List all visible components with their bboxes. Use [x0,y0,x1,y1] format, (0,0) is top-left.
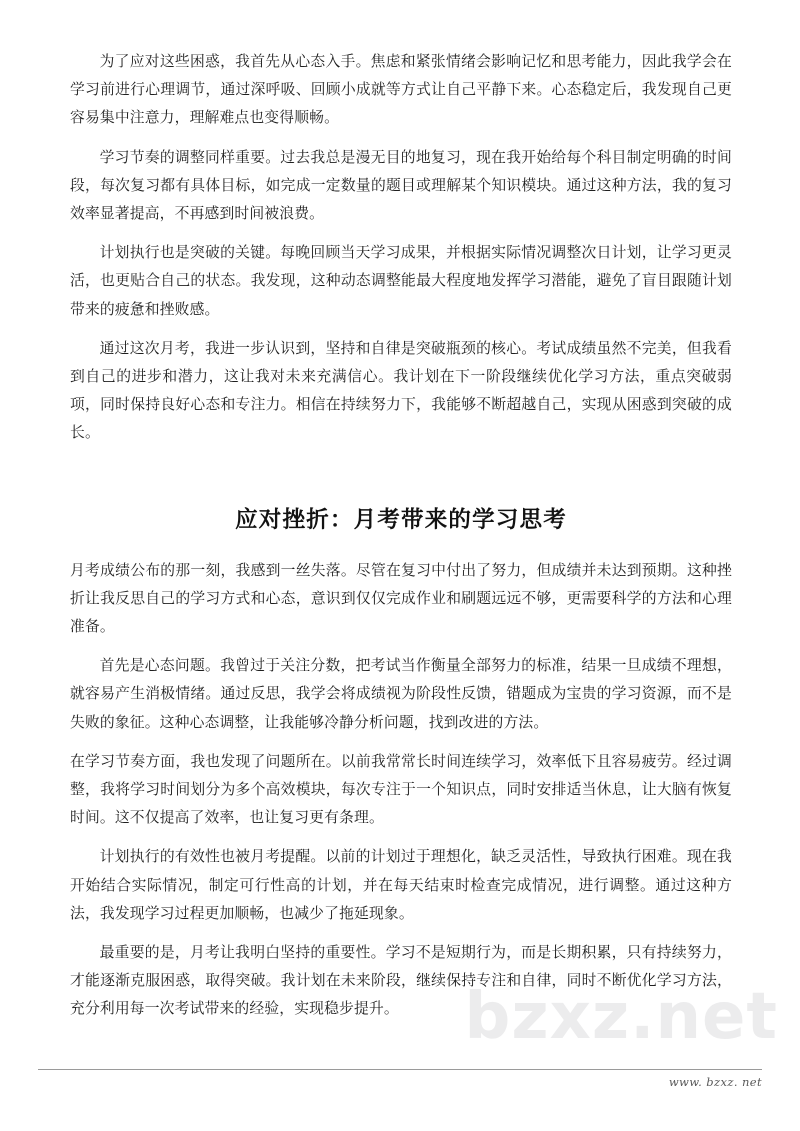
paragraph: 为了应对这些困惑，我首先从心态入手。焦虑和紧张情绪会影响记忆和思考能力，因此我学会在学习前进行心理调节，通过深呼吸、回顾小成就等方式让自己平静下来。心态稳定后，我发现自己更容易集中注意力，理解难点也变得顺畅。 [70,53,732,127]
paragraph: 通过这次月考，我进一步认识到，坚持和自律是突破瓶颈的核心。考试成绩虽然不完美，但我看到自己的进步和潜力，这让我对未来充满信心。我计划在下一阶段继续优化学习方法，重点突破弱项，同时保持良好心态和专注力。相信在持续努力下，我能够不断超越自己，实现从困惑到突破的成长。 [70,339,732,442]
paragraph: 在学习节奏方面，我也发现了问题所在。以前我常常长时间连续学习，效率低下且容易疲劳。经过调整，我将学习时间划分为多个高效模块，每次专注于一个知识点，同时安排适当休息，让大脑有恢复时间。这不仅提高了效率，也让复习更有条理。 [70,752,732,827]
paragraph: 首先是心态问题。我曾过于关注分数，把考试当作衡量全部努力的标准，结果一旦成绩不理想，就容易产生消极情绪。通过反思，我学会将成绩视为阶段性反馈，错题成为宝贵的学习资源，而不是失败的象征。这种心态调整，让我能够冷静分析问题，找到改进的方法。 [70,657,732,731]
paragraph: 月考成绩公布的那一刻，我感到一丝失落。尽管在复习中付出了努力，但成绩并未达到预期。这种挫折让我反思自己的学习方式和心态，意识到仅仅完成作业和刷题远远不够，更需要科学的方法和心理准备。 [70,561,732,636]
paragraph: 最重要的是，月考让我明白坚持的重要性。学习不是短期行为，而是长期积累，只有持续努力，才能逐渐克服困惑，取得突破。我计划在未来阶段，继续保持专注和自律，同时不断优化学习方法，充分利用每一次考试带来的经验，实现稳步提升。 [70,944,732,1018]
paragraph: 学习节奏的调整同样重要。过去我总是漫无目的地复习，现在我开始给每个科目制定明确的时间段，每次复习都有具体目标，如完成一定数量的题目或理解某个知识模块。通过这种方法，我的复习效率显著提高，不再感到时间被浪费。 [70,148,732,223]
footer-site-url: www. bzxz. net [668,1075,762,1089]
footer-divider [38,1069,762,1070]
paragraph: 计划执行的有效性也被月考提醒。以前的计划过于理想化，缺乏灵活性，导致执行困难。现在我开始结合实际情况，制定可行性高的计划，并在每天结束时检查完成情况，进行调整。通过这种方法，我发现学习过程更加顺畅，也减少了拖延现象。 [70,848,732,922]
page-watermark: bzxz.net [464,980,778,1054]
section-spacer [70,459,732,503]
page-title: 应对挫折：月考带来的学习思考 [235,506,567,533]
paragraph: 计划执行也是突破的关键。每晚回顾当天学习成果，并根据实际情况调整次日计划，让学习更灵活，也更贴合自己的状态。我发现，这种动态调整能最大程度地发挥学习潜能，避免了盲目跟随计划带来的疲惫和挫败感。 [70,244,732,318]
document-body [70,48,732,1035]
page-footer [38,1069,762,1089]
